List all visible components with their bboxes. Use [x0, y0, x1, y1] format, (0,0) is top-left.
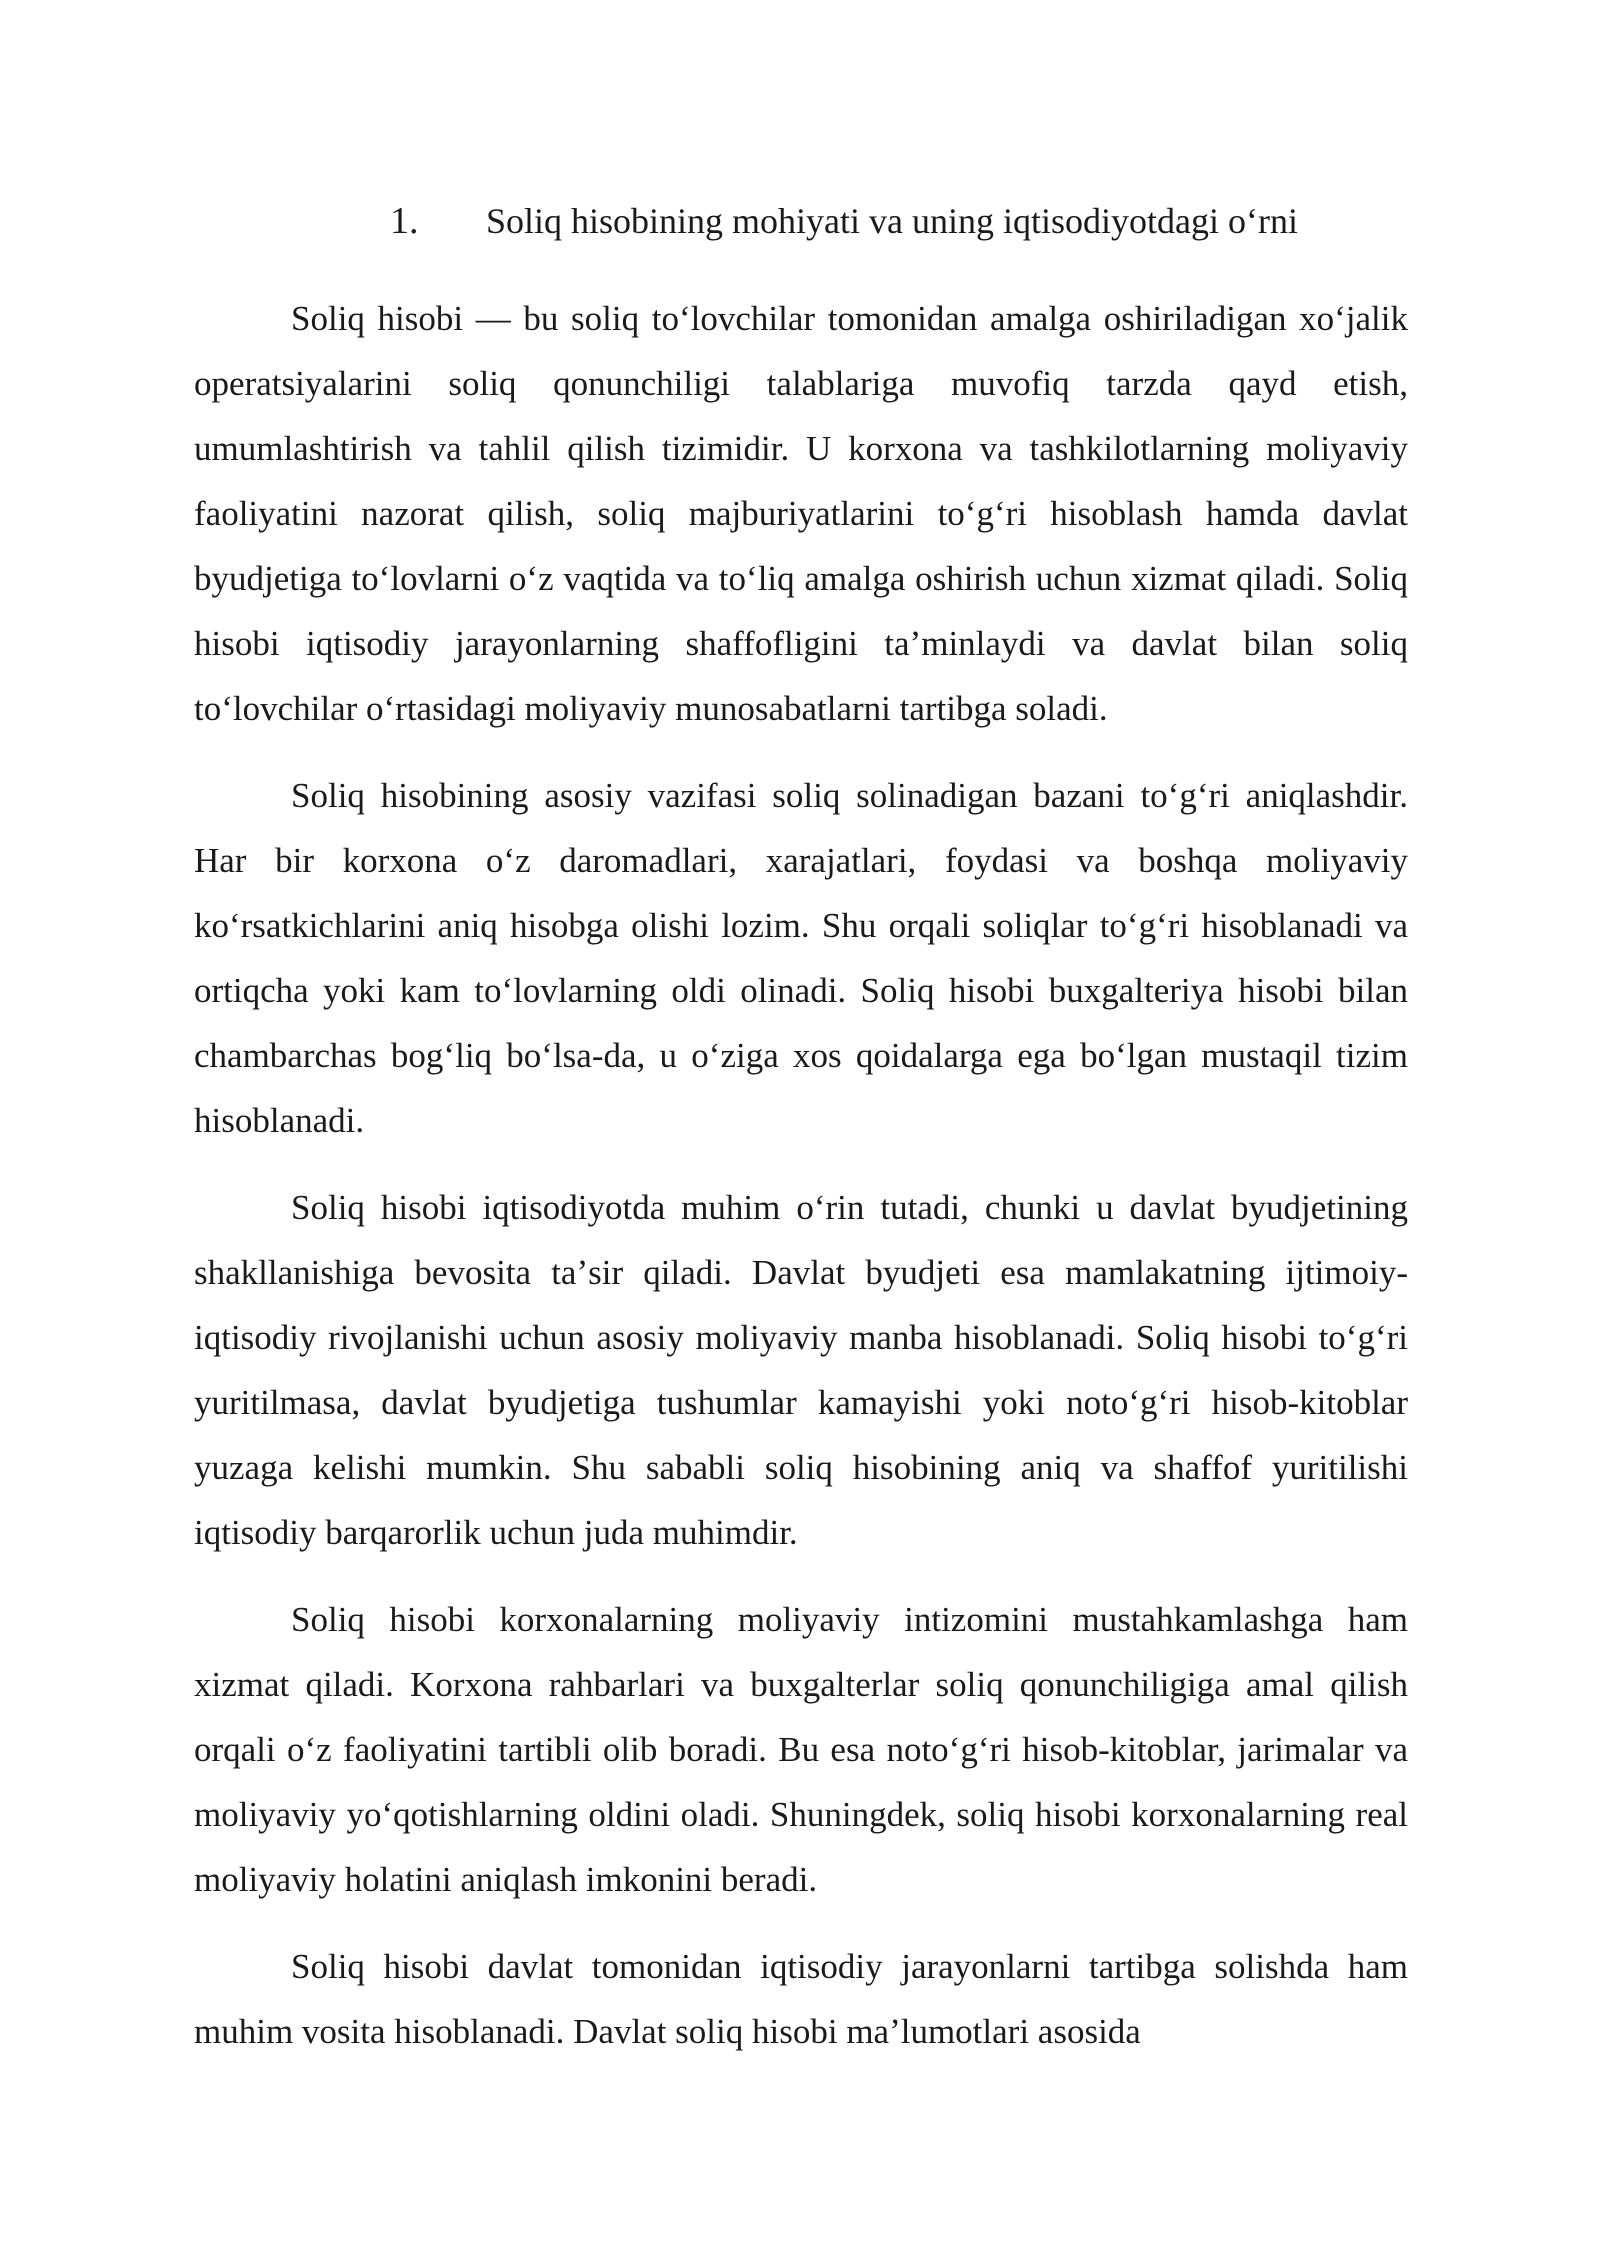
- paragraph: Soliq hisobi korxonalarning moliyaviy intizomini mustahkamlashga ham xizmat qiladi. Korxona rahbarlari va buxgalterlar soliq qonunchiligiga amal qilish orqali oʻz faoliyatini tartibli olib boradi. Bu esa notoʻgʻri hisob-kitoblar, jarimalar va moliyaviy yoʻqotishlarning oldini oladi. Shuningdek, soliq hisobi korxonalarning real moliyaviy holatini aniqlash imkonini beradi.: [194, 1600, 1408, 1899]
- section-heading: [390, 196, 1390, 246]
- body-text: [194, 286, 1408, 2086]
- section-title: Soliq hisobining mohiyati va uning iqtisodiyotdagi oʻrni: [486, 201, 1298, 241]
- paragraph: Soliq hisobi davlat tomonidan iqtisodiy jarayonlarni tartibga solishda ham muhim vosita hisoblanadi. Davlat soliq hisobi maʼlumotlari asosida: [194, 1947, 1408, 2051]
- paragraph: Soliq hisobi — bu soliq toʻlovchilar tomonidan amalga oshiriladigan xoʻjalik operatsiyalarini soliq qonunchiligi talablariga muvofiq tarzda qayd etish, umumlashtirish va tahlil qilish tizimidir. U korxona va tashkilotlarning moliyaviy faoliyatini nazorat qilish, soliq majburiyatlarini toʻgʻri hisoblash hamda davlat byudjetiga toʻlovlarni oʻz vaqtida va toʻliq amalga oshirish uchun xizmat qiladi. Soliq hisobi iqtisodiy jarayonlarning shaffofligini taʼminlaydi va davlat bilan soliq toʻlovchilar oʻrtasidagi moliyaviy munosabatlarni tartibga soladi.: [194, 299, 1408, 728]
- paragraph: Soliq hisobi iqtisodiyotda muhim oʻrin tutadi, chunki u davlat byudjetining shakllanishiga bevosita taʼsir qiladi. Davlat byudjeti esa mamlakatning ijtimoiy-iqtisodiy rivojlanishi uchun asosiy moliyaviy manba hisoblanadi. Soliq hisobi toʻgʻri yuritilmasa, davlat byudjetiga tushumlar kamayishi yoki notoʻgʻri hisob-kitoblar yuzaga kelishi mumkin. Shu sababli soliq hisobining aniq va shaffof yuritilishi iqtisodiy barqarorlik uchun juda muhimdir.: [194, 1188, 1408, 1552]
- paragraph: Soliq hisobining asosiy vazifasi soliq solinadigan bazani toʻgʻri aniqlashdir. Har bir korxona oʻz daromadlari, xarajatlari, foydasi va boshqa moliyaviy koʻrsatkichlarini aniq hisobga olishi lozim. Shu orqali soliqlar toʻgʻri hisoblanadi va ortiqcha yoki kam toʻlovlarning oldi olinadi. Soliq hisobi buxgalteriya hisobi bilan chambarchas bogʻliq boʻlsa-da, u oʻziga xos qoidalarga ega boʻlgan mustaqil tizim hisoblanadi.: [194, 776, 1408, 1140]
- section-number: 1.: [390, 200, 419, 242]
